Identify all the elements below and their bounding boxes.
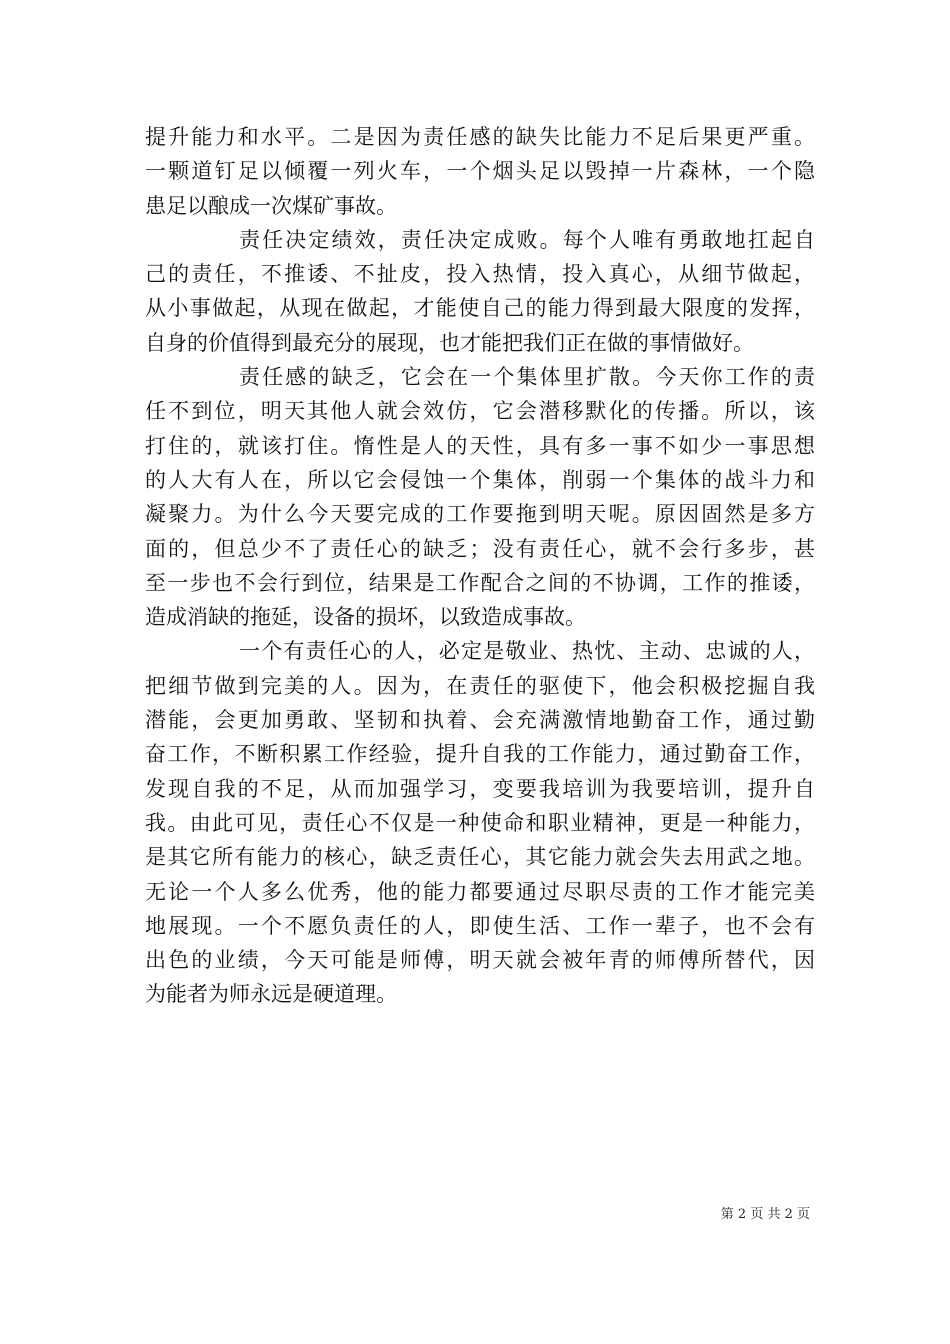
text-line: 的人大有人在，所以它会侵蚀一个集体，削弱一个集体的战斗力和 [145,467,815,492]
text-line: 地展现。一个不愿负责任的人，即使生活、工作一辈子，也不会有 [145,913,815,938]
text-line: 面的，但总少不了责任心的缺乏；没有责任心，就不会行多步，甚 [145,536,815,561]
text-line: 奋工作，不断积累工作经验，提升自我的工作能力，通过勤奋工作， [145,742,815,767]
text-line: 责任决定绩效，责任决定成败。每个人唯有勇敢地扛起自 [239,227,815,252]
text-line: 自身的价值得到最充分的展现，也才能把我们正在做的事情做好。 [145,330,754,355]
text-line: 发现自我的不足，从而加强学习，变要我培训为我要培训，提升自 [145,776,815,801]
text-line: 我。由此可见，责任心不仅是一种使命和职业精神，更是一种能力， [145,810,815,835]
text-line: 提升能力和水平。二是因为责任感的缺失比能力不足后果更严重。 [145,125,815,149]
text-line: 一个有责任心的人，必定是敬业、热忱、主动、忠诚的人， [239,639,815,664]
page-number-footer: 第 2 页 共 2 页 [720,1207,810,1222]
text-line: 至一步也不会行到位，结果是工作配合之间的不协调，工作的推诿， [145,570,815,595]
text-line: 是其它所有能力的核心，缺乏责任心，其它能力就会失去用武之地。 [145,845,815,870]
text-line: 任不到位，明天其他人就会效仿，它会潜移默化的传播。所以，该 [145,399,815,424]
text-line: 把细节做到完美的人。因为，在责任的驱使下，他会积极挖掘自我 [145,673,815,698]
text-line: 为能者为师永远是硬道理。 [145,982,397,1007]
document-body [145,120,815,1012]
text-line: 凝聚力。为什么今天要完成的工作要拖到明天呢。原因固然是多方 [145,502,815,527]
text-line: 无论一个人多么优秀，他的能力都要通过尽职尽责的工作才能完美 [145,879,815,904]
text-line: 从小事做起，从现在做起，才能使自己的能力得到最大限度的发挥， [145,296,815,321]
text-line: 一颗道钉足以倾覆一列火车，一个烟头足以毁掉一片森林，一个隐 [145,159,815,184]
text-line: 责任感的缺乏，它会在一个集体里扩散。今天你工作的责 [239,365,815,390]
text-line: 造成消缺的拖延，设备的损坏，以致造成事故。 [145,605,586,630]
text-line: 己的责任，不推诿、不扯皮，投入热情，投入真心，从细节做起， [145,262,815,287]
text-line: 出色的业绩，今天可能是师傅，明天就会被年青的师傅所替代，因 [145,948,815,973]
text-line: 潜能，会更加勇敢、坚韧和执着、会充满激情地勤奋工作，通过勤 [145,708,815,733]
text-line: 打住的，就该打住。惰性是人的天性，具有多一事不如少一事思想 [145,433,815,458]
text-line: 患足以酿成一次煤矿事故。 [145,193,397,218]
